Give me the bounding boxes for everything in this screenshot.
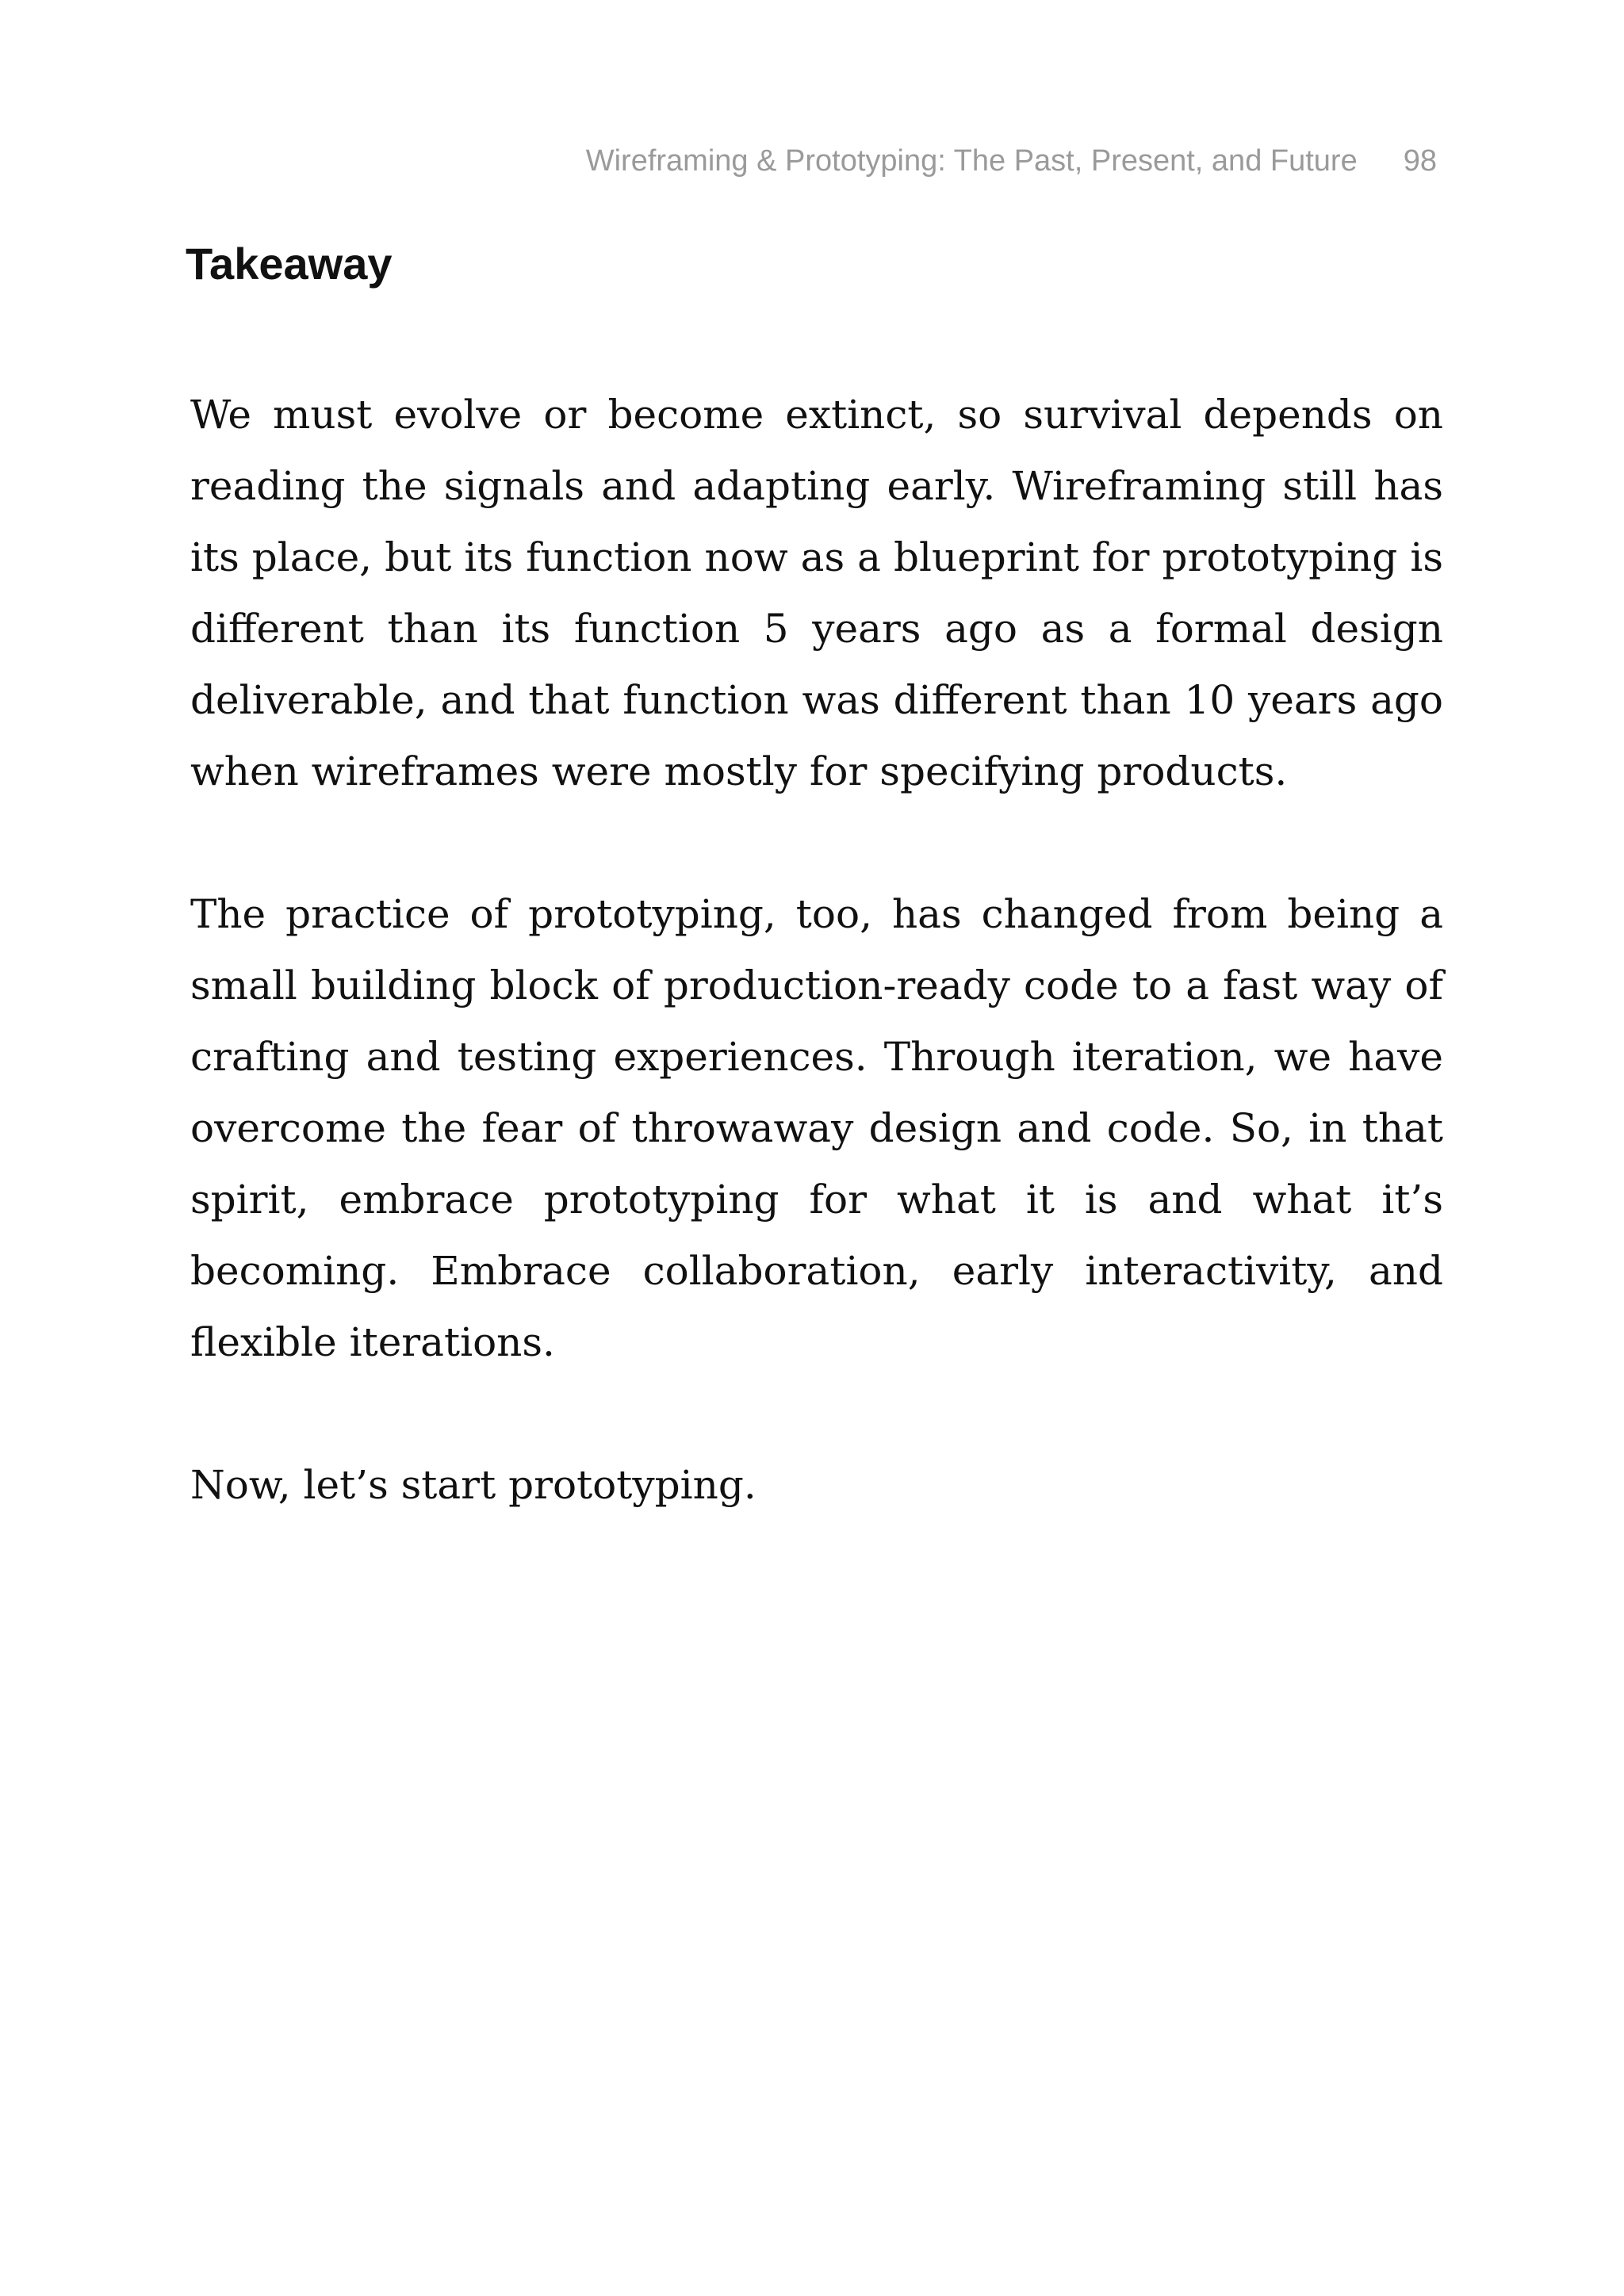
running-title: Wireframing & Prototyping: The Past, Present, and Future <box>585 144 1358 178</box>
running-header <box>586 144 1437 178</box>
page-number: 98 <box>1403 144 1437 178</box>
paragraph: We must evolve or become extinct, so survival depends on reading the signals and adapting early. Wireframing still has its place, but its function now as a blueprint for prototyping is different than its function 5 years ago as a formal design deliverable, and that function was different than 10 years ago when wireframes were mostly for specifying products. <box>190 392 1443 794</box>
paragraph: Now, let’s start prototyping. <box>190 1462 756 1508</box>
body-text <box>190 379 1443 1521</box>
paragraph: The practice of prototyping, too, has changed from being a small building block of production-ready code to a fast way of crafting and testing experiences. Through iteration, we have overcome the fear of throwaway design and code. So, in that spirit, embrace prototyping for what it is and what it’s becoming. Embrace collaboration, early interactivity, and flexible iterations. <box>190 891 1443 1365</box>
section-title: Takeaway <box>186 239 393 289</box>
